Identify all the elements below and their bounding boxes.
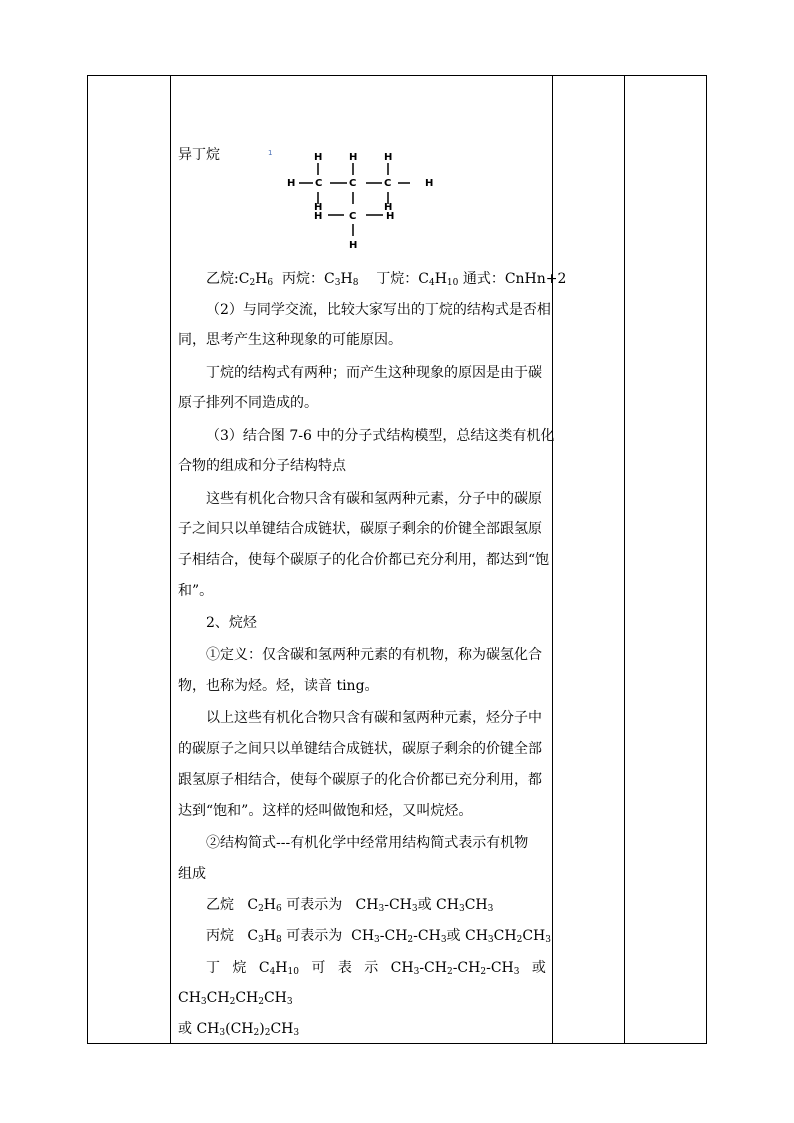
para3a-line1: 这些有机化合物只含有碳和氢两种元素，分子中的碳原	[206, 491, 542, 507]
table-border-left	[87, 75, 88, 1044]
simplified-line2: 组成	[178, 866, 206, 882]
butane-example: 丁 烷 $C_4H_{10}$ 可 表 示 $CH_3-CH_2-CH_2-CH_3$ 或	[206, 960, 546, 977]
table-border-bottom	[87, 1043, 707, 1044]
atom-c-branch: C	[349, 211, 357, 222]
para3a-line2: 子之间只以单键结合成链状，碳原子剩余的价键全部跟氢原	[178, 521, 542, 537]
table-border-right	[706, 75, 707, 1044]
para3-line2: 合物的组成和分子结构特点	[178, 458, 346, 474]
table-border-col3	[624, 75, 625, 1044]
description-line4: 达到“饱和”。这样的烃叫做饱和烃，又叫烷烃。	[178, 803, 473, 819]
isobutane-label: 异丁烷	[178, 147, 220, 163]
atom-h-left: H	[287, 178, 296, 189]
table-border-col2	[552, 75, 553, 1044]
isobutane-structure	[280, 148, 450, 253]
atom-h-right: H	[425, 178, 434, 189]
atom-h-lower-left-1: H	[314, 202, 323, 213]
definition-line1: ①定义：仅含碳和氢两种元素的有机物，称为碳氢化合	[206, 647, 542, 663]
butane-example-line2: $CH_3CH_2CH_2CH_3$	[178, 990, 293, 1007]
atom-c-3: C	[384, 178, 392, 189]
para3-line1: （3）结合图 7-6 中的分子式结构模型，总结这类有机化	[206, 428, 555, 444]
butane-example-line3: 或 $CH_3(CH_2)_2CH_3$	[178, 1021, 300, 1038]
ethane-example: 乙烷 $C_2H_6$ 可表示为 $CH_3-CH_3$或 $CH_3CH_3$	[206, 897, 494, 914]
propane-example: 丙烷 $C_3H_8$ 可表示为 $CH_3-CH_2-CH_3$或 $CH_3CH_2CH_3$	[206, 928, 551, 945]
description-line1: 以上这些有机化合物只含有碳和氢两种元素，烃分子中	[206, 710, 542, 726]
atom-h-lower-right-1: H	[384, 202, 393, 213]
alkane-heading: 2、烷烃	[206, 615, 257, 631]
simplified-line1: ②结构简式---有机化学中经常用结构简式表示有机物	[206, 835, 529, 851]
description-line2: 的碳原子之间只以单键结合成链状，碳原子剩余的价键全部	[178, 741, 542, 757]
para2-line1: （2）与同学交流，比较大家写出的丁烷的结构式是否相	[206, 302, 551, 318]
atom-c-1: C	[315, 178, 323, 189]
atom-h-top-1: H	[314, 152, 323, 163]
definition-line2: 物，也称为烃。烃，读音 ting。	[178, 678, 379, 694]
atom-h-top-3: H	[384, 152, 393, 163]
atom-c-2: C	[349, 178, 357, 189]
table-border-top	[87, 75, 707, 76]
formula-line: 乙烷$:C_2H_6$ 丙烷：$C_3H_8$ 丁烷：$C_4H_{10}$ 通式：CnHn+2	[206, 271, 567, 288]
para3a-line4: 和”。	[178, 583, 214, 599]
para2-line2: 同，思考产生这种现象的可能原因。	[178, 332, 402, 348]
table-border-col1	[170, 75, 171, 1044]
anchor-marker: 1	[268, 149, 273, 157]
para2a-line2: 原子排列不同造成的。	[178, 395, 318, 411]
atom-h-bottom: H	[349, 240, 358, 251]
atom-h-top-2: H	[349, 152, 358, 163]
atom-h-lower-right-2: H	[386, 211, 395, 222]
para3a-line3: 子相结合，使每个碳原子的化合价都已充分利用，都达到“饱	[178, 552, 550, 568]
description-line3: 跟氢原子相结合，使每个碳原子的化合价都已充分利用，都	[178, 772, 542, 788]
para2a-line1: 丁烷的结构式有两种；而产生这种现象的原因是由于碳	[206, 365, 542, 381]
atom-h-lower-left-2: H	[314, 211, 323, 222]
